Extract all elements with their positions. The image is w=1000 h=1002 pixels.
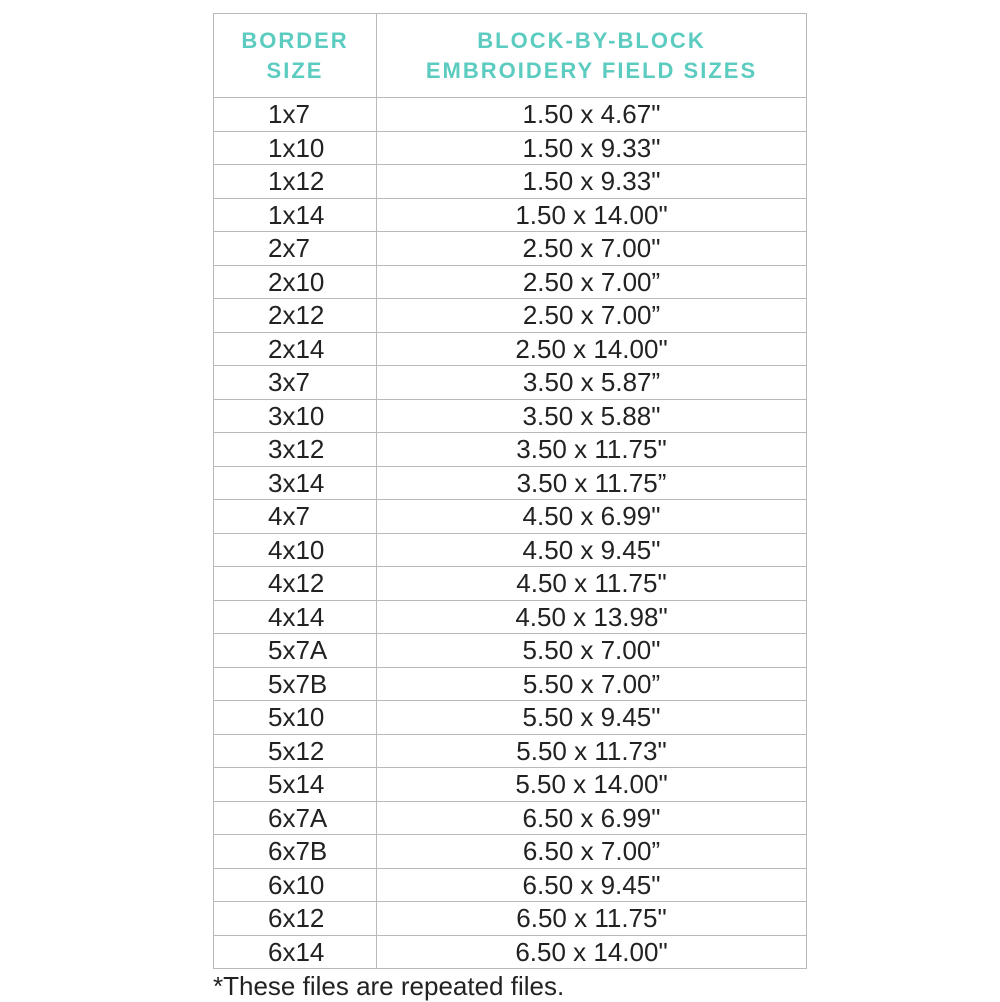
border-size-cell: 4x12 [214,567,377,601]
border-size-cell: 2x14 [214,332,377,366]
table-row [214,734,807,768]
border-size-cell: 5x7B [214,667,377,701]
table-row [214,332,807,366]
border-size-cell: 1x10 [214,131,377,165]
border-size-cell: 3x12 [214,433,377,467]
field-size-cell: 2.50 x 7.00” [377,299,807,333]
border-size-cell: 3x10 [214,399,377,433]
header-field-sizes-line1: BLOCK-BY-BLOCK [477,27,706,53]
field-size-cell: 4.50 x 6.99" [377,500,807,534]
table-row [214,198,807,232]
field-size-cell: 5.50 x 9.45" [377,701,807,735]
border-size-cell: 2x10 [214,265,377,299]
border-size-cell: 4x10 [214,533,377,567]
field-size-cell: 4.50 x 9.45" [377,533,807,567]
table-row [214,902,807,936]
header-field-sizes [377,14,807,98]
border-size-cell: 5x14 [214,768,377,802]
field-size-cell: 5.50 x 7.00" [377,634,807,668]
border-size-cell: 4x14 [214,600,377,634]
table-row [214,232,807,266]
field-size-cell: 3.50 x 11.75" [377,433,807,467]
field-size-cell: 3.50 x 5.87” [377,366,807,400]
border-size-cell: 6x7B [214,835,377,869]
table-row [214,500,807,534]
border-size-cell: 6x12 [214,902,377,936]
field-size-cell: 3.50 x 11.75” [377,466,807,500]
field-size-cell: 4.50 x 11.75" [377,567,807,601]
header-field-sizes-line2: EMBROIDERY FIELD SIZES [425,57,758,83]
field-size-cell: 1.50 x 9.33" [377,165,807,199]
table-row [214,466,807,500]
field-size-cell: 3.50 x 5.88" [377,399,807,433]
border-size-cell: 3x7 [214,366,377,400]
table-row [214,433,807,467]
field-size-cell: 6.50 x 11.75" [377,902,807,936]
header-border-size-line2: SIZE [266,57,324,83]
table-row [214,366,807,400]
field-size-cell: 2.50 x 7.00” [377,265,807,299]
table-row [214,935,807,969]
table-header [214,14,807,98]
border-size-cell: 2x7 [214,232,377,266]
table-row [214,701,807,735]
border-size-cell: 6x7A [214,801,377,835]
border-size-cell: 1x7 [214,98,377,132]
border-size-cell: 1x12 [214,165,377,199]
table-row [214,768,807,802]
field-size-cell: 1.50 x 9.33" [377,131,807,165]
field-size-cell: 1.50 x 4.67" [377,98,807,132]
table-row [214,98,807,132]
table-row [214,835,807,869]
border-size-cell: 3x14 [214,466,377,500]
table-row [214,600,807,634]
table-row [214,667,807,701]
field-size-cell: 1.50 x 14.00" [377,198,807,232]
table-body [214,98,807,969]
field-size-cell: 4.50 x 13.98" [377,600,807,634]
table-row [214,299,807,333]
table-row [214,265,807,299]
header-row [214,14,807,98]
embroidery-sizes-table [213,13,807,969]
header-border-size [214,14,377,98]
border-size-cell: 1x14 [214,198,377,232]
table-row [214,399,807,433]
field-size-cell: 5.50 x 7.00” [377,667,807,701]
footnote: *These files are repeated files. [213,971,565,1001]
field-size-cell: 2.50 x 14.00" [377,332,807,366]
border-size-cell: 6x10 [214,868,377,902]
table-row [214,533,807,567]
table-row [214,567,807,601]
table-row [214,801,807,835]
table-row [214,165,807,199]
field-size-cell: 6.50 x 6.99" [377,801,807,835]
field-size-cell: 6.50 x 9.45" [377,868,807,902]
table-row [214,131,807,165]
field-size-cell: 6.50 x 14.00" [377,935,807,969]
border-size-cell: 5x12 [214,734,377,768]
header-border-size-line1: BORDER [241,27,349,53]
border-size-cell: 5x10 [214,701,377,735]
field-size-cell: 2.50 x 7.00" [377,232,807,266]
field-size-cell: 5.50 x 14.00" [377,768,807,802]
border-size-cell: 5x7A [214,634,377,668]
field-size-cell: 6.50 x 7.00” [377,835,807,869]
border-size-cell: 2x12 [214,299,377,333]
border-size-cell: 6x14 [214,935,377,969]
border-size-cell: 4x7 [214,500,377,534]
field-size-cell: 5.50 x 11.73" [377,734,807,768]
table-row [214,634,807,668]
table-row [214,868,807,902]
